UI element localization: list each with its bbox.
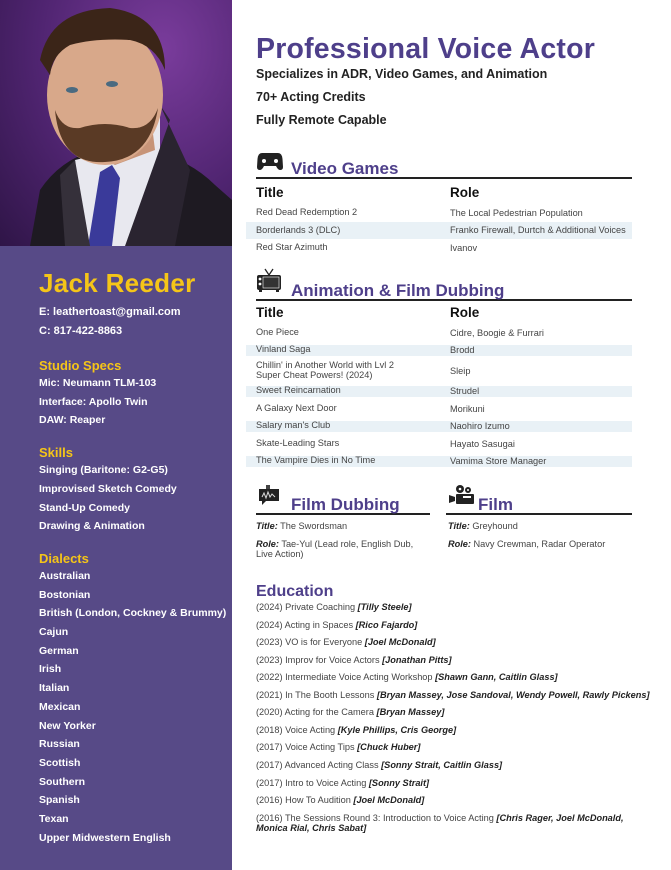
film-dubbing-title: Film Dubbing [291,495,400,514]
row-title-line2: Super Cheat Powers! (2024) [256,369,373,380]
email-text: E: leathertoast@gmail.com [39,306,181,318]
row-title: Skate-Leading Stars [256,437,340,448]
row-title: Vinland Saga [256,344,311,355]
skill-item: Singing (Baritone: G2-G5) [39,464,168,477]
headshot-photo [0,0,232,246]
course: (2016) How To Audition [256,795,354,805]
dialect-item: Cajun [39,626,69,639]
dialect-item: Upper Midwestern English [39,831,171,844]
title-label: Title: [448,521,470,531]
education-title: Education [256,583,334,600]
dialect-item: Irish [39,663,62,676]
instructor: [Bryan Massey] [376,707,445,717]
film-dubbing-header [256,491,430,515]
skill-item: Drawing & Animation [39,520,145,533]
row-role: Franko Firewall, Durtch & Additional Voices [450,225,626,236]
row-role: Brodd [450,345,475,355]
course: (2024) Acting in Spaces [256,620,356,630]
table-header [246,305,632,324]
spec-item: Mic: Neumann TLM-103 [39,377,157,389]
education-item [256,656,452,666]
tagline: Specializes in ADR, Video Games, and Animation [256,67,548,81]
table-row [246,239,632,257]
course: (2017) Advanced Acting Class [256,760,382,770]
video-games-header [256,155,632,179]
dialect-item: Bostonian [39,588,91,601]
instructor: [Shawn Gann, Caitlin Glass] [435,672,558,682]
education-item [256,779,429,789]
col-title: Title [256,185,284,200]
instructor: [Sonny Strait, Caitlin Glass] [381,760,503,770]
dialect-item: Russian [39,738,80,751]
instructor: [Tilly Steele] [357,602,412,612]
col-role: Role [450,185,480,200]
course: (2022) Intermediate Voice Acting Workshop [256,672,436,682]
title-value: Greyhound [472,521,518,531]
instructor: [Joel McDonald] [364,637,436,647]
course: (2017) Intro to Voice Acting [256,778,369,788]
table-row [246,345,632,356]
video-games-table [246,185,632,257]
instructor: [Chuck Huber] [357,742,421,752]
row-role: The Local Pedestrian Population [450,207,583,218]
row-role: Hayato Sasugai [450,438,515,449]
row-title: One Piece [256,327,299,337]
course: (2023) Improv for Voice Actors [256,655,383,665]
education-item [256,603,412,613]
table-row [246,432,632,456]
role-value: Navy Crewman, Radar Operator [473,539,606,549]
row-title: A Galaxy Next Door [256,402,337,413]
page-title: Professional Voice Actor [256,33,595,65]
instructor: [Kyle Phillips, Cris George] [337,725,457,735]
skills-title: Skills [39,445,73,461]
dialect-item: Italian [39,682,70,695]
film-title: Film [478,495,513,514]
film-title-line [448,522,518,532]
video-games-title: Video Games [291,159,399,178]
film-role-line [448,540,605,550]
course: (2021) In The Booth Lessons [256,690,377,700]
animation-header [256,277,632,301]
course: (2017) Voice Acting Tips [256,742,358,752]
education-item [256,814,624,833]
table-row [246,324,632,342]
education-item [256,691,650,701]
instructor: [Chris Rager, Joel McDonald, [496,813,624,823]
row-role: Vamima Store Manager [450,456,547,466]
table-row [246,204,632,222]
dialect-item: British (London, Cockney & Brummy) [39,607,227,620]
table-row [246,222,632,240]
instructor: [Jonathan Pitts] [382,655,452,665]
row-title: Salary man's Club [256,420,331,431]
course: (2024) Private Coaching [256,602,358,612]
sidebar-content [39,266,229,847]
sidebar [0,0,232,870]
studio-specs-title: Studio Specs [39,358,122,373]
dialect-item: Spanish [39,794,80,807]
title-value: The Swordsman [280,521,348,531]
col-role: Role [450,305,480,320]
instructor: [Joel McDonald] [353,795,425,805]
spec-item: DAW: Reaper [39,414,106,427]
table-row [246,421,632,432]
course: (2016) The Sessions Round 3: Introduction to Voice Acting [256,813,497,823]
dubbing-speech-icon [258,484,280,511]
tagline: 70+ Acting Credits [256,90,366,104]
row-title [256,361,394,380]
candidate-name: Jack Reeder [39,268,196,298]
role-value-cont: Live Action) [256,548,304,559]
dialect-item: New Yorker [39,719,96,732]
table-header [246,185,632,204]
dialects-title: Dialects [39,550,89,566]
animation-title: Animation & Film Dubbing [291,281,505,300]
row-title: Borderlands 3 (DLC) [256,224,341,235]
tagline: Fully Remote Capable [256,113,387,127]
spec-item: Interface: Apollo Twin [39,395,148,408]
title-label: Title: [256,521,278,531]
role-value: Tae-Yul (Lead role, English Dub, [281,539,414,549]
row-title: Red Dead Redemption 2 [256,207,358,217]
dialect-item: Southern [39,775,86,788]
dialect-item: German [39,644,79,657]
table-row [246,356,632,386]
dialect-item: Mexican [39,700,81,713]
table-row [246,456,632,467]
course: (2018) Voice Acting [256,725,338,735]
row-title: The Vampire Dies in No Time [256,455,376,466]
skill-item: Stand-Up Comedy [39,501,131,514]
gamepad-icon [256,151,284,176]
education-item [256,743,420,753]
row-title: Sweet Reincarnation [256,385,341,396]
row-role: Naohiro Izumo [450,421,510,431]
dialect-item: Australian [39,569,91,582]
film-dubbing-role-line [256,540,413,559]
course: (2023) VO is for Everyone [256,637,365,647]
education-item [256,673,558,683]
row-role: Morikuni [450,403,485,414]
film-dubbing-title-line [256,522,347,532]
row-role: Sleip [450,365,471,376]
role-label: Role: [256,539,279,549]
row-title: Red Star Azimuth [256,242,328,252]
course: (2020) Acting for the Camera [256,707,377,717]
education-item [256,621,417,631]
education-item [256,708,444,718]
tv-icon [256,267,282,298]
film-header [446,491,632,515]
row-role: Strudel [450,386,480,396]
skill-item: Improvised Sketch Comedy [39,482,177,495]
animation-table [246,305,632,467]
instructor: [Bryan Massey, Jose Sandoval, Wendy Powell, Rawly Pickens] [376,690,650,700]
dialect-item: Scottish [39,756,81,769]
table-row [246,386,632,397]
instructor: [Rico Fajardo] [355,620,418,630]
education-item [256,796,424,806]
role-label: Role: [448,539,471,549]
row-title-line1: Chillin' in Another World with Lvl 2 [256,360,394,370]
row-role: Cidre, Boogie & Furrari [450,327,544,338]
phone-text: C: 817-422-8863 [39,324,123,337]
table-row [246,397,632,421]
education-item [256,726,456,736]
dialect-item: Texan [39,813,69,826]
film-camera-icon [448,484,476,511]
education-item [256,638,436,648]
row-role: Ivanov [450,242,478,253]
education-item [256,761,502,771]
instructor-cont: Monica Rial, Chris Sabat] [256,822,367,833]
col-title: Title [256,305,284,320]
instructor: [Sonny Strait] [368,778,430,788]
